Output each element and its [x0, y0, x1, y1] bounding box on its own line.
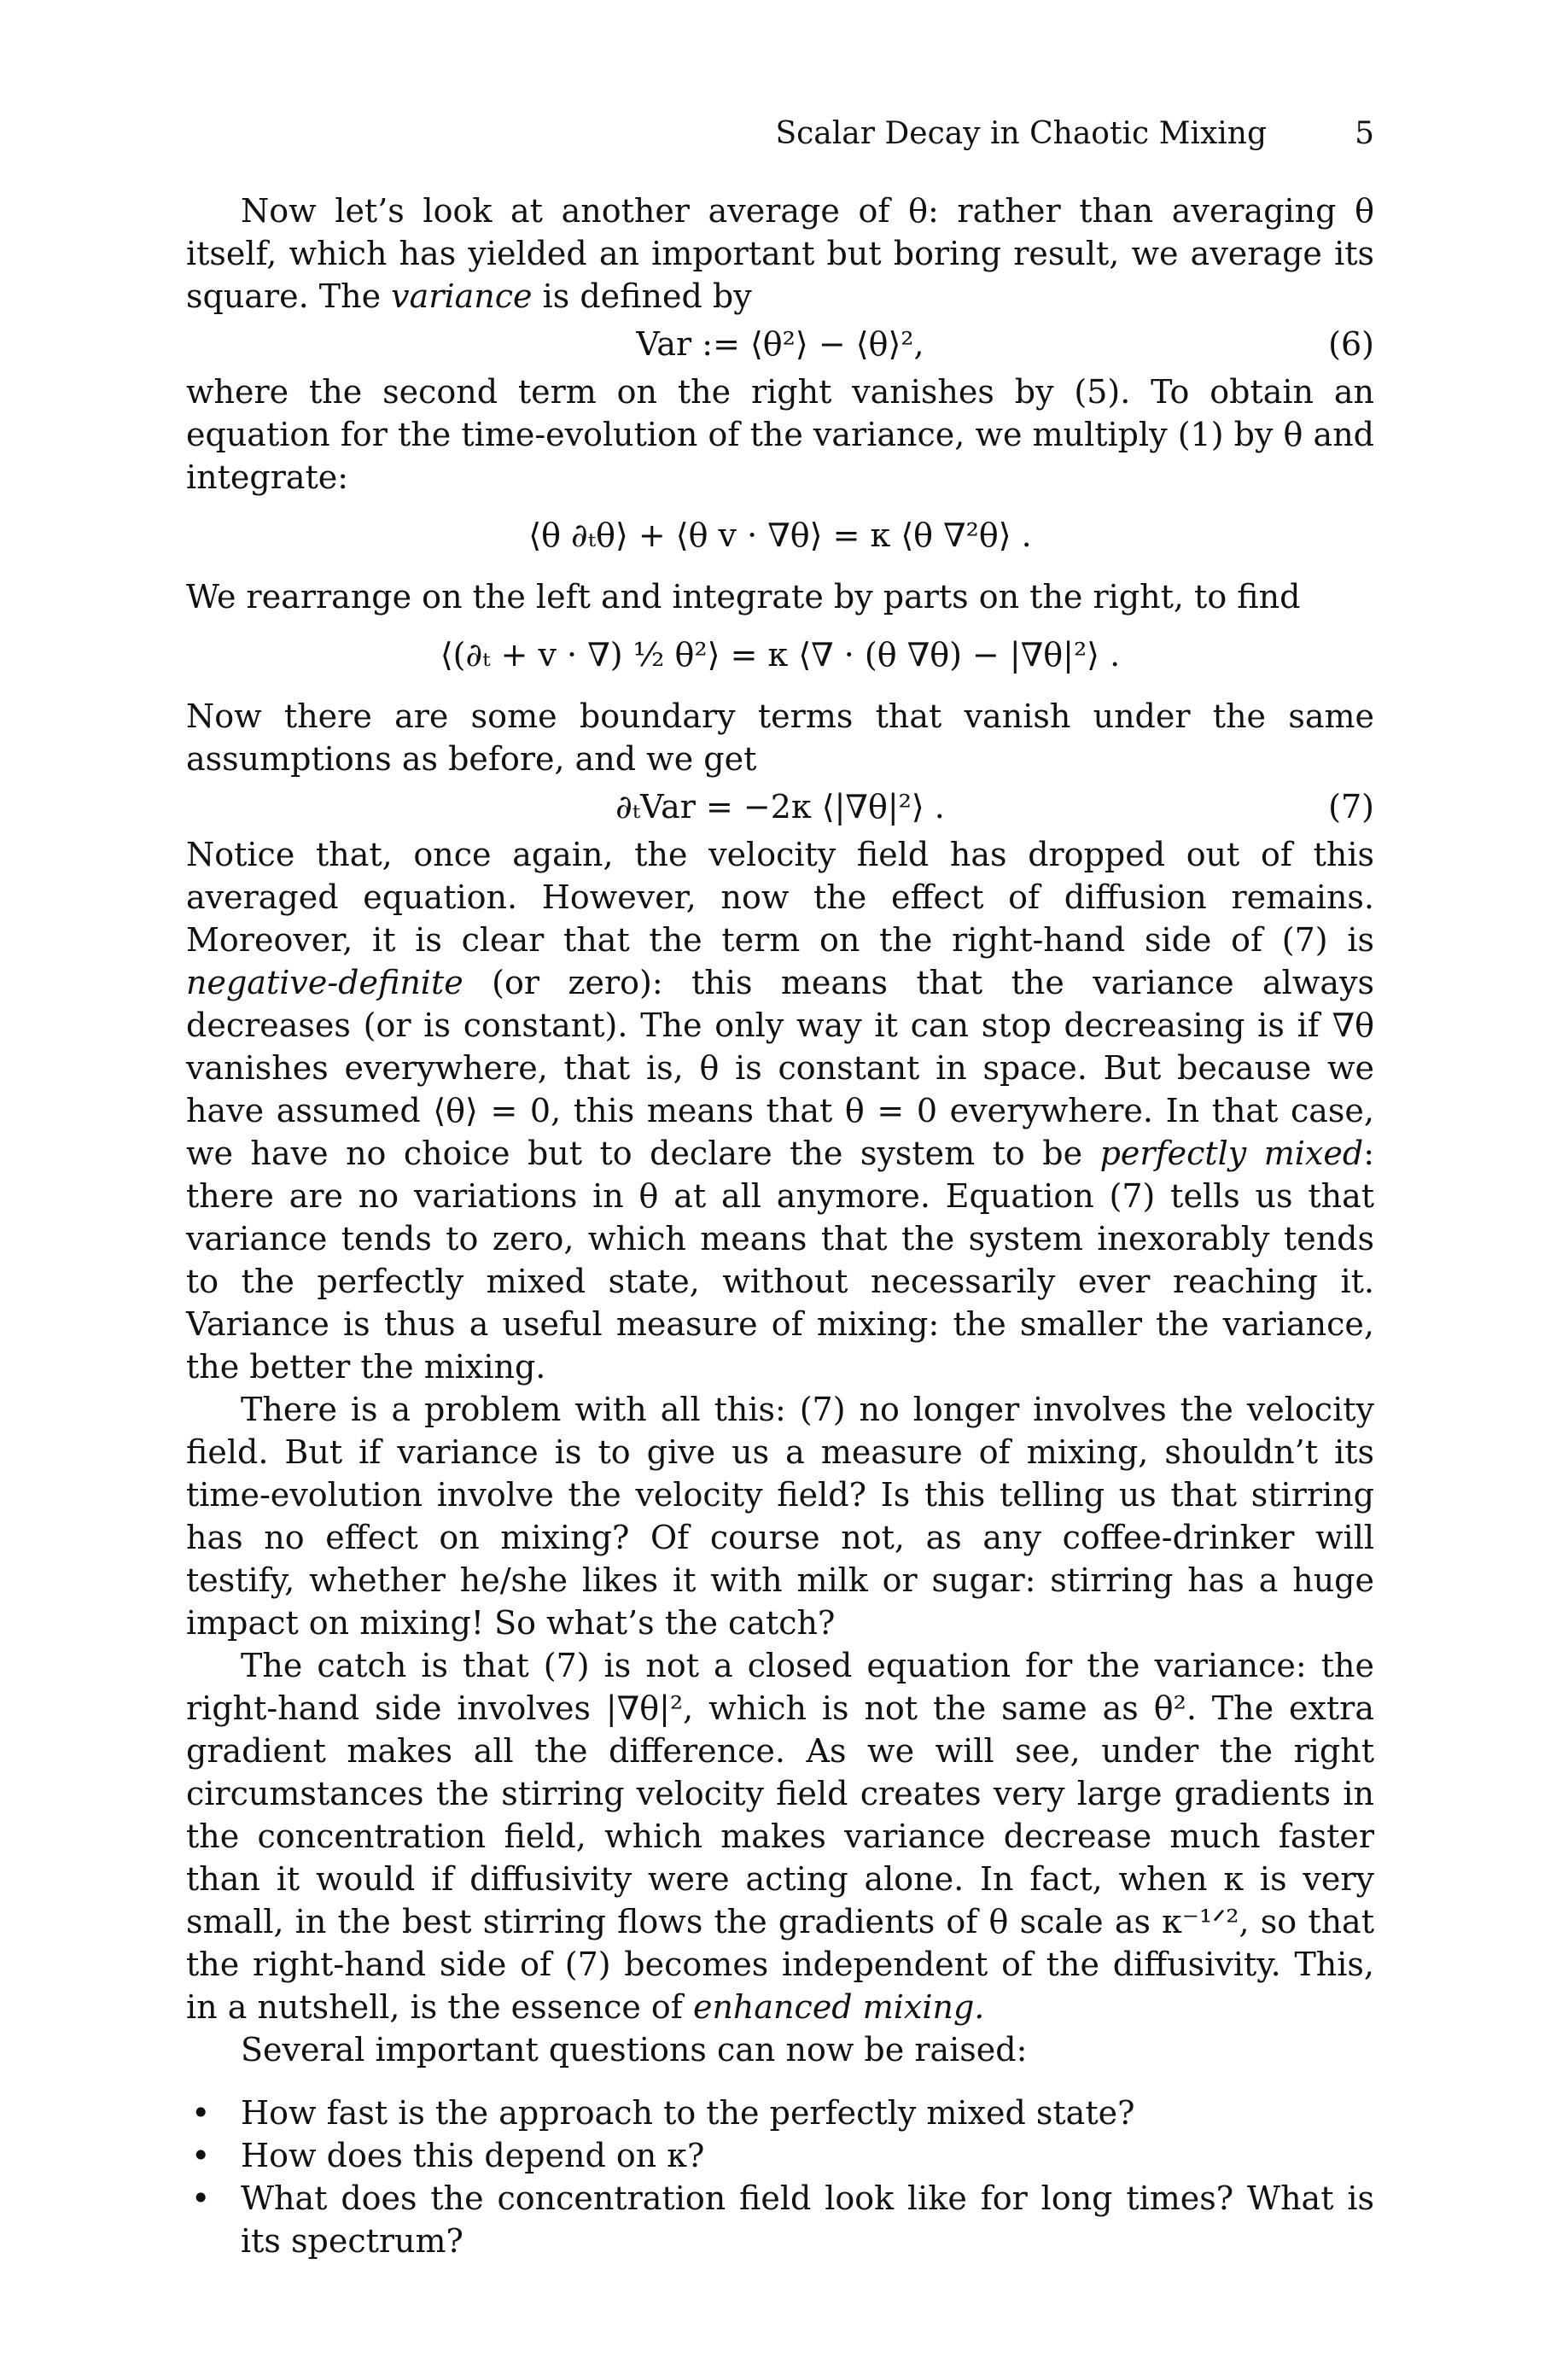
emphasis-enhanced-mixing: enhanced mixing. [692, 1988, 985, 2026]
list-item: • How fast is the approach to the perfectly mixed state? [186, 2092, 1374, 2134]
paragraph-notice: Notice that, once again, the velocity field has dropped out of this averaged equation. However, now the effect of diffusion remains. Moreover, it is clear that the term on the right-hand side of (7) is negative-definite (or zero): this means that the variance always decreases (or is constant). The only way it can stop decreasing is if ∇θ vanishes everywhere, that is, θ is constant in space. But because we have assumed ⟨θ⟩ = 0, this means that θ = 0 everywhere. In that case, we have no choice but to declare the system to be perfectly mixed: there are no variations in θ at all anymore. Equation (7) tells us that variance tends to zero, which means that the system inexorably tends to the perfectly mixed state, without necessarily ever reaching it. Variance is thus a useful measure of mixing: the smaller the variance, the better the mixing. [186, 836, 1374, 1386]
equation-6-number: (6) [1328, 325, 1374, 363]
running-header [186, 116, 1374, 159]
question-list [186, 2092, 1374, 2262]
paragraph-questions-intro: Several important questions can now be raised: [241, 2031, 1028, 2068]
equation-integrate-by-parts-body: ⟨(∂ₜ + v · ∇) ½ θ²⟩ = κ ⟨∇ · (θ ∇θ) − |∇θ|²⟩ . [440, 636, 1121, 674]
emphasis-variance: variance [391, 277, 533, 315]
bullet-icon: • [191, 2179, 211, 2217]
equation-7-number: (7) [1328, 788, 1374, 826]
emphasis-negative-definite: negative-definite [186, 964, 463, 1001]
running-title: Scalar Decay in Chaotic Mixing [775, 116, 1267, 151]
equation-7-body: ∂ₜVar = −2κ ⟨|∇θ|²⟩ . [615, 788, 945, 826]
body-text [186, 190, 1374, 2262]
equation-integrate-by-parts [186, 633, 1374, 676]
equation-6-body: Var := ⟨θ²⟩ − ⟨θ⟩², [636, 325, 924, 363]
equation-6 [186, 323, 1374, 365]
paragraph-boundary-terms: Now there are some boundary terms that vanish under the same assumptions as before, and we get [186, 697, 1374, 778]
list-item: • How does this depend on κ? [186, 2134, 1374, 2177]
list-item: • What does the concentration field look like for long times? What is its spectrum? [186, 2177, 1374, 2262]
paragraph-problem: There is a problem with all this: (7) no longer involves the velocity field. But if variance is to give us a measure of mixing, shouldn’t its time-evolution involve the velocity field? Is this telling us that stirring has no effect on mixing? Of course not, as any coffee-drinker will testify, whether he/she likes it with milk or sugar: stirring has a huge impact on mixing! So what’s the catch? [186, 1391, 1374, 1642]
bullet-icon: • [191, 2137, 211, 2174]
paragraph-variance-equation: where the second term on the right vanishes by (5). To obtain an equation for the time-evolution of the variance, we multiply (1) by θ and integrate: [186, 373, 1374, 496]
emphasis-perfectly-mixed: perfectly mixed [1099, 1135, 1364, 1172]
equation-7 [186, 785, 1374, 828]
equation-multiply [186, 514, 1374, 557]
bullet-icon: • [191, 2094, 211, 2132]
equation-multiply-body: ⟨θ ∂ₜθ⟩ + ⟨θ v · ∇θ⟩ = κ ⟨θ ∇²θ⟩ . [528, 516, 1032, 554]
paragraph-rearrange: We rearrange on the left and integrate by parts on the right, to find [186, 578, 1301, 616]
paragraph-variance-intro: Now let’s look at another average of θ: rather than averaging θ itself, which has yielded an important but boring result, we average its square. The variance is defined by [186, 192, 1374, 315]
paragraph-catch: The catch is that (7) is not a closed equation for the variance: the right-hand side involves |∇θ|², which is not the same as θ². The extra gradient makes all the difference. As we will see, under the right circumstances the stirring velocity field creates very large gradients in the concentration field, which makes variance decrease much faster than it would if diffusivity were acting alone. In fact, when κ is very small, in the best stirring flows the gradients of θ scale as κ⁻¹ᐟ², so that the right-hand side of (7) becomes independent of the diffusivity. This, in a nutshell, is the essence of enhanced mixing. [186, 1647, 1374, 2026]
page-number: 5 [1355, 116, 1374, 151]
